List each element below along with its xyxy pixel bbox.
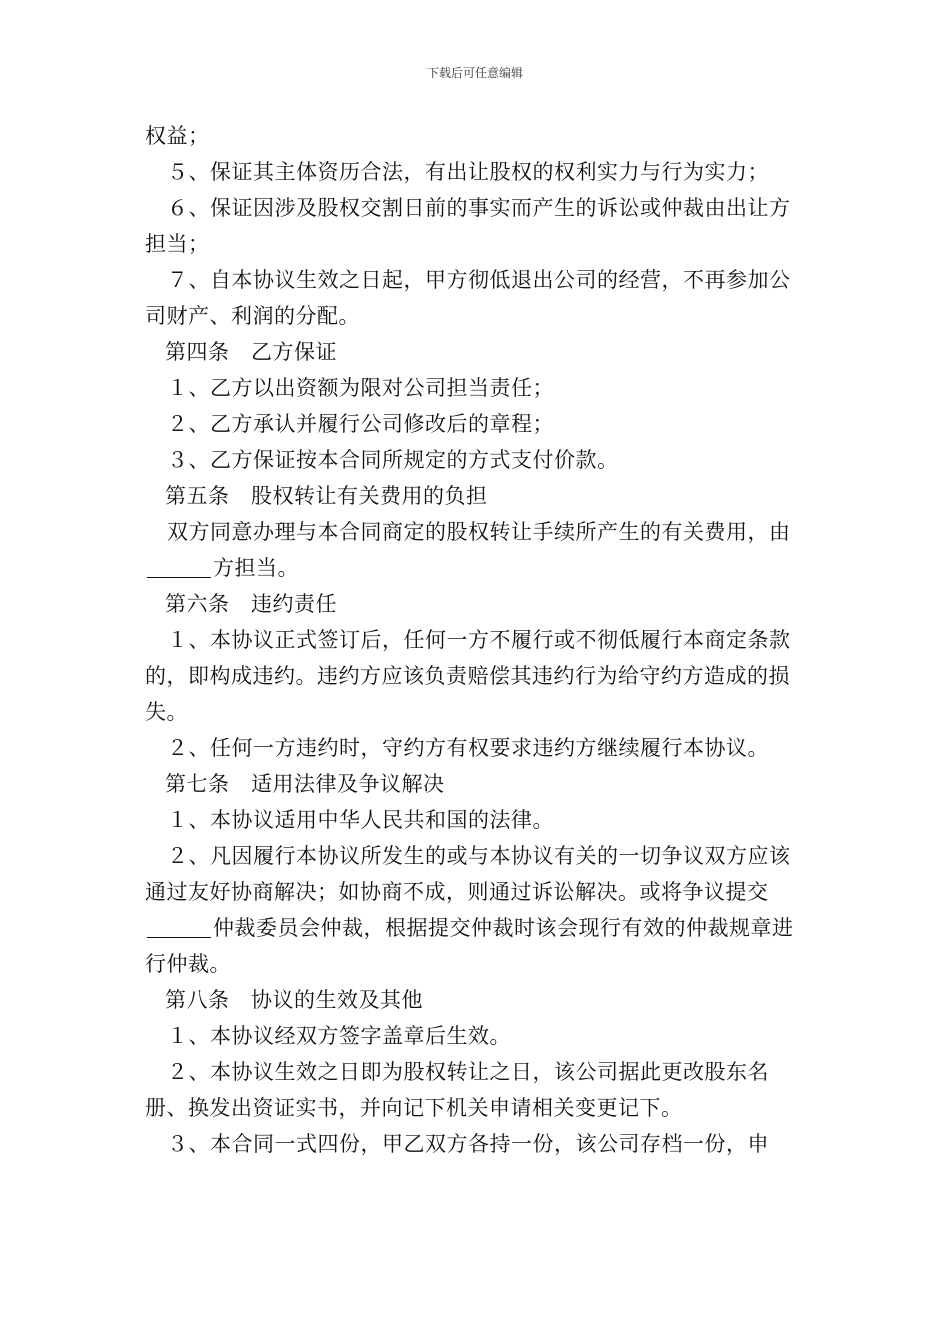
clause-item-with-blank (145, 514, 810, 586)
clause-item: ２、任何一方违约时，守约方有权要求违约方继续履行本协议。 (167, 736, 769, 760)
clause-text: 仲裁委员会仲裁，根据提交仲裁时该会现行有效的仲裁规章进行仲裁。 (145, 916, 794, 976)
clause-item: ３、本合同一式四份，甲乙双方各持一份，该公司存档一份，申 (167, 1132, 769, 1156)
clause-item: ６、保证因涉及股权交割日前的事实而产生的诉讼或仲裁由出让方担当； (145, 196, 791, 256)
clause-item: １、本协议经双方签字盖章后生效。 (167, 1024, 511, 1048)
clause-text: 双方同意办理与本合同商定的股权转让手续所产生的有关费用，由 (167, 520, 791, 544)
fill-in-blank (147, 915, 211, 938)
clause-text: ２、凡因履行本协议所发生的或与本协议有关的一切争议双方应该通过友好协商解决；如协商不成，则通过诉讼解决。或将争议提交 (145, 844, 791, 904)
clause-item: １、本协议适用中华人民共和国的法律。 (167, 808, 554, 832)
article-heading: 第七条 适用法律及争议解决 (165, 772, 445, 796)
clause-item: ２、乙方承认并履行公司修改后的章程； (167, 412, 554, 436)
clause-item: ５、保证其主体资历合法，有出让股权的权利实力与行为实力； (167, 160, 769, 184)
article-heading: 第八条 协议的生效及其他 (165, 988, 423, 1012)
article-heading: 第四条 乙方保证 (165, 340, 337, 364)
article-heading: 第五条 股权转让有关费用的负担 (165, 484, 488, 508)
document-body (145, 118, 810, 1162)
paragraph: 权益； (145, 124, 210, 148)
clause-item: ３、乙方保证按本合同所规定的方式支付价款。 (167, 448, 619, 472)
article-heading: 第六条 违约责任 (165, 592, 337, 616)
clause-text: 方担当。 (213, 556, 299, 580)
clause-item: １、乙方以出资额为限对公司担当责任； (167, 376, 554, 400)
fill-in-blank (147, 555, 211, 578)
clause-item: ２、本协议生效之日即为股权转让之日，该公司据此更改股东名册、换发出资证实书，并向记下机关申请相关变更记下。 (145, 1060, 769, 1120)
clause-item-with-blank (145, 838, 810, 982)
clause-item: ７、自本协议生效之日起，甲方彻低退出公司的经营，不再参加公司财产、利润的分配。 (145, 268, 791, 328)
page-header-note: 下载后可任意编辑 (426, 66, 523, 80)
clause-item: １、本协议正式签订后，任何一方不履行或不彻低履行本商定条款的，即构成违约。违约方应该负责赔偿其违约行为给守约方造成的损失。 (145, 628, 791, 724)
